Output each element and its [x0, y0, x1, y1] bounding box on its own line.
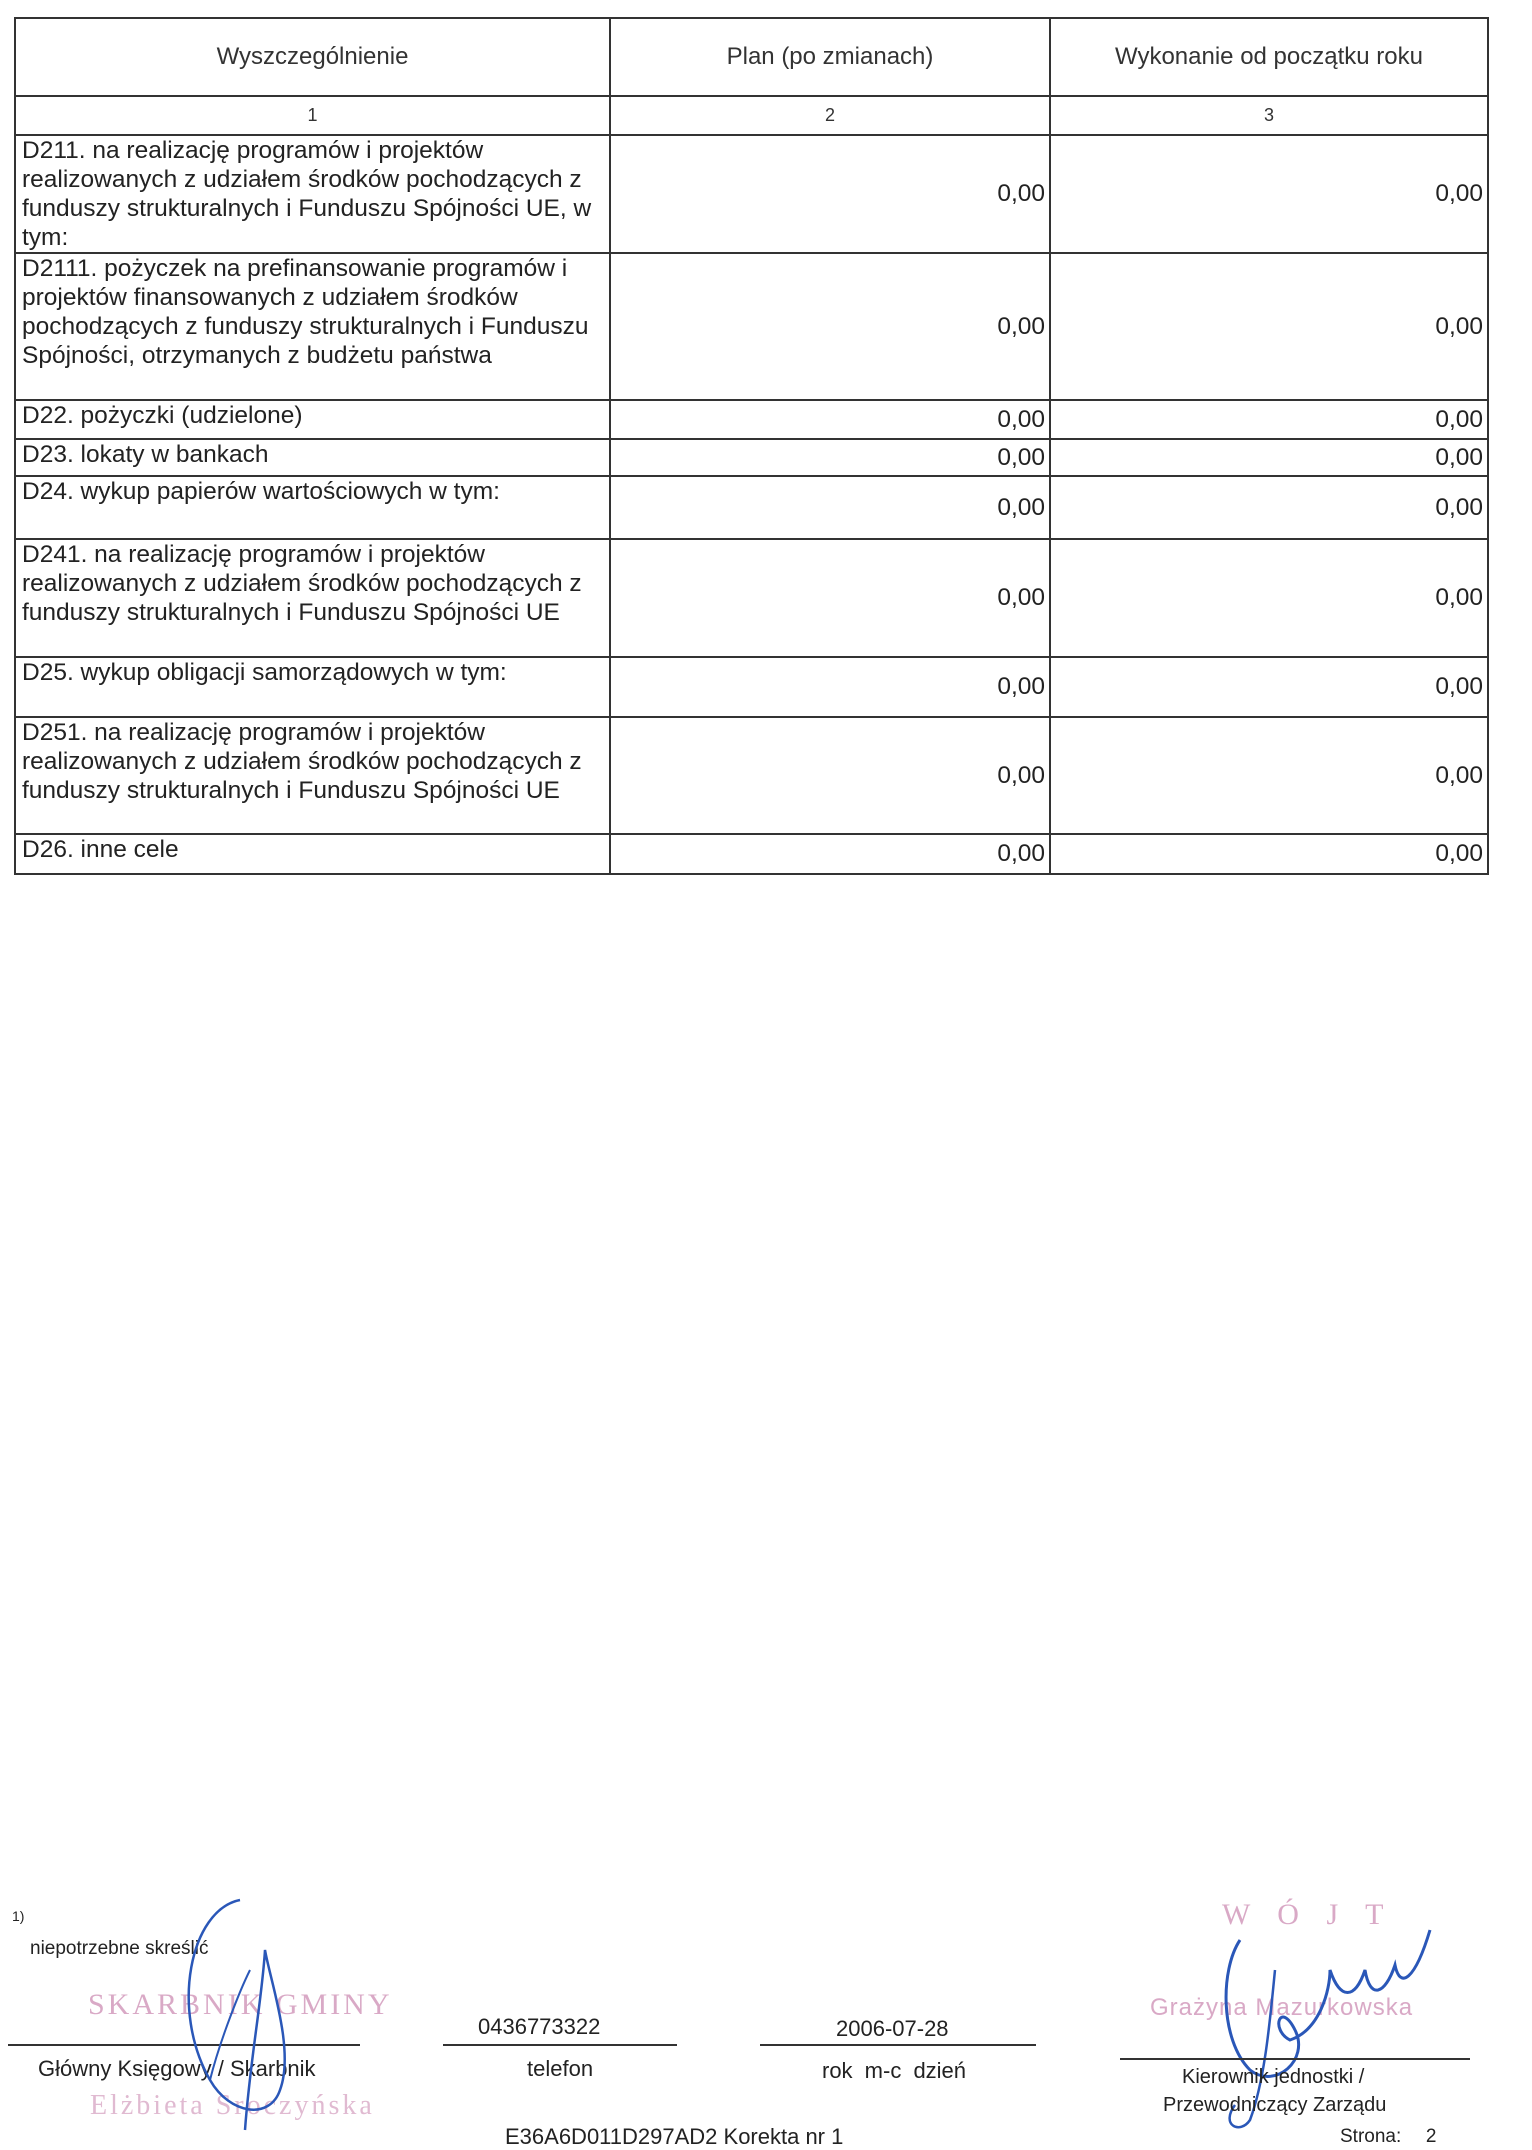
row-wykonanie-value: 0,00 — [1050, 539, 1488, 657]
kierownik-label-line1: Kierownik jednostki / — [1182, 2066, 1365, 2088]
row-wykonanie-value: 0,00 — [1050, 476, 1488, 539]
row-wykonanie-value: 0,00 — [1050, 253, 1488, 400]
table-header-row — [15, 18, 1488, 96]
kierownik-signature-line — [1120, 2058, 1470, 2060]
row-plan-value: 0,00 — [610, 476, 1050, 539]
column-number-3: 3 — [1050, 96, 1488, 135]
phone-line — [443, 2044, 677, 2046]
page-indicator — [1340, 2126, 1436, 2148]
document-id: E36A6D011D297AD2 Korekta nr 1 — [505, 2124, 844, 2149]
table-row — [15, 253, 1488, 400]
row-label: D23. lokaty w bankach — [15, 439, 610, 476]
row-plan-value: 0,00 — [610, 253, 1050, 400]
column-number-1: 1 — [15, 96, 610, 135]
table-row — [15, 400, 1488, 439]
phone-value: 0436773322 — [478, 2014, 601, 2039]
row-label: D211. na realizację programów i projektów realizowanych z udziałem środków pochodzących z funduszy strukturalnych i Funduszu Spójności UE, w tym: — [15, 135, 610, 253]
row-wykonanie-value: 0,00 — [1050, 400, 1488, 439]
footnote-mark: 1) — [12, 1908, 25, 1924]
row-plan-value: 0,00 — [610, 657, 1050, 717]
footnote-text: niepotrzebne skreślić — [30, 1938, 209, 1959]
row-plan-value: 0,00 — [610, 400, 1050, 439]
row-label: D22. pożyczki (udzielone) — [15, 400, 610, 439]
skarbnik-stamp-text: SKARBNIK GMINY — [88, 1988, 393, 2021]
skarbnik-label: Główny Księgowy / Skarbnik — [38, 2056, 316, 2081]
skarbnik-signature — [150, 1890, 310, 2150]
table-row — [15, 135, 1488, 253]
row-plan-value: 0,00 — [610, 834, 1050, 874]
row-wykonanie-value: 0,00 — [1050, 717, 1488, 834]
row-wykonanie-value: 0,00 — [1050, 834, 1488, 874]
financial-table — [14, 17, 1489, 875]
row-label: D25. wykup obligacji samorządowych w tym: — [15, 657, 610, 717]
column-number-2: 2 — [610, 96, 1050, 135]
date-line — [760, 2044, 1036, 2046]
header-plan: Plan (po zmianach) — [610, 18, 1050, 96]
kierownik-label-line2: Przewodniczący Zarządu — [1163, 2094, 1387, 2116]
row-wykonanie-value: 0,00 — [1050, 439, 1488, 476]
table-row — [15, 439, 1488, 476]
skarbnik-name-stamp-text: Elżbieta Sroczyńska — [90, 2090, 375, 2121]
row-wykonanie-value: 0,00 — [1050, 135, 1488, 253]
row-label: D26. inne cele — [15, 834, 610, 874]
date-label: rok m-c dzień — [822, 2058, 967, 2083]
header-wykonanie: Wykonanie od początku roku — [1050, 18, 1488, 96]
date-value: 2006-07-28 — [836, 2016, 949, 2041]
page-label: Strona: — [1340, 2126, 1402, 2147]
row-plan-value: 0,00 — [610, 439, 1050, 476]
row-label: D2111. pożyczek na prefinansowanie programów i projektów finansowanych z udziałem środków pochodzących z funduszy strukturalnych i Funduszu Spójności, otrzymanych z budżetu państwa — [15, 253, 610, 400]
row-plan-value: 0,00 — [610, 717, 1050, 834]
wojt-name-stamp-text: Grażyna Mazurkowska — [1150, 1994, 1414, 2021]
page-number: 2 — [1425, 2126, 1437, 2147]
table-row — [15, 717, 1488, 834]
row-plan-value: 0,00 — [610, 135, 1050, 253]
wojt-stamp-text: W Ó J T — [1222, 1898, 1394, 1931]
table-row — [15, 476, 1488, 539]
row-plan-value: 0,00 — [610, 539, 1050, 657]
phone-label: telefon — [527, 2056, 594, 2081]
header-wyszczegolnienie: Wyszczególnienie — [15, 18, 610, 96]
table-row — [15, 834, 1488, 874]
column-number-row — [15, 96, 1488, 135]
row-wykonanie-value: 0,00 — [1050, 657, 1488, 717]
row-label: D251. na realizację programów i projektów realizowanych z udziałem środków pochodzących z funduszy strukturalnych i Funduszu Spójności UE — [15, 717, 610, 834]
row-label: D24. wykup papierów wartościowych w tym: — [15, 476, 610, 539]
row-label: D241. na realizację programów i projektów realizowanych z udziałem środków pochodzących z funduszy strukturalnych i Funduszu Spójności UE — [15, 539, 610, 657]
table-row — [15, 539, 1488, 657]
table-row — [15, 657, 1488, 717]
